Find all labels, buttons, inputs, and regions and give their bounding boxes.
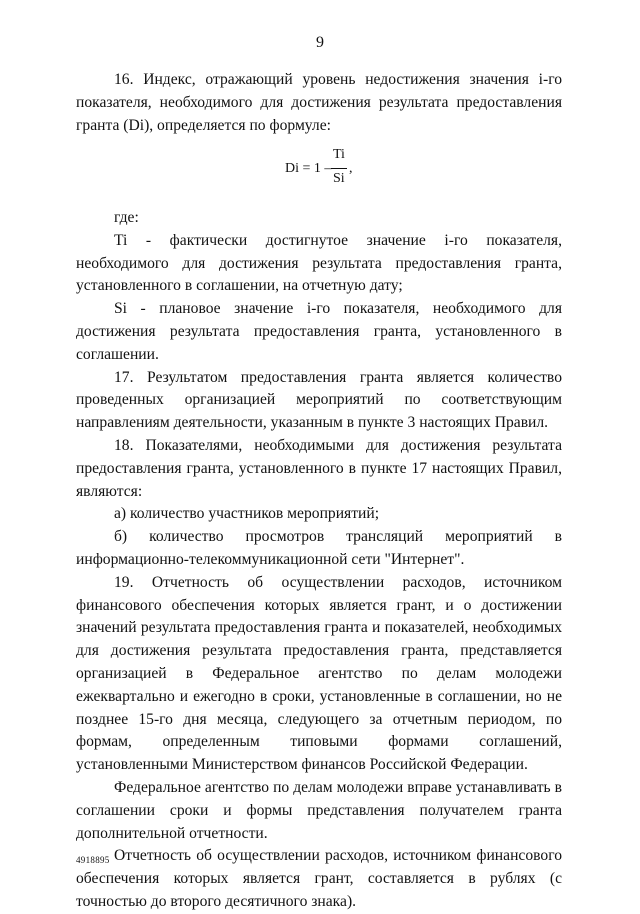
paragraph-19: 19. Отчетность об осуществлении расходов, источником финансового обеспечения которых является грант, и о достижении значений результата предоставления гранта и показателей, необходимых для достижения результата предоставления гранта, представляется организацией в Федеральное агентство по делам молодежи ежеквартально и ежегодно в сроки, установленные в соглашении, но не позднее 15-го дня месяца, следующего за отчетным периодом, по формам, определенным типовыми формами соглашений, установленными Министерством финансов Российской Федерации.	[76, 573, 562, 774]
section-16	[76, 69, 562, 137]
formula-numerator: Ti	[333, 147, 345, 162]
definitions	[76, 207, 562, 914]
formula-lhs: Di = 1 –	[285, 161, 332, 176]
paragraph-18a: а) количество участников мероприятий;	[114, 505, 380, 523]
definition-ti: Ti - фактически достигнутое значение i-го показателя, необходимого для достижения результата предоставления гранта, установленного в соглашении, на отчетную дату;	[76, 231, 562, 295]
paragraph-18: 18. Показателями, необходимыми для достижения результата предоставления гранта, установленного в пункте 17 настоящих Правил, являются:	[76, 436, 562, 500]
paragraph-17: 17. Результатом предоставления гранта является количество проведенных организацией мероприятий по соответствующим направлениям деятельности, указанным в пункте 3 настоящих Правил.	[76, 368, 562, 432]
formula-fraction-bar	[331, 168, 347, 169]
document-code: 4918895	[76, 855, 110, 865]
formula-denominator: Si	[333, 171, 345, 186]
paragraph-19-additional: Федеральное агентство по делам молодежи вправе устанавливать в соглашении сроки и формы представления получателем гранта дополнительной отчетности.	[76, 778, 562, 842]
formula-comma: ,	[349, 161, 353, 176]
page-number: 9	[316, 34, 324, 51]
definition-si: Si - плановое значение i-го показателя, необходимого для достижения результата предоставления гранта, установленного в соглашении.	[76, 300, 562, 363]
where-label: где:	[114, 209, 139, 226]
paragraph-18b: б) количество просмотров трансляций мероприятий в информационно-телекоммуникационной сети "Интернет".	[76, 528, 562, 568]
paragraph-19-currency: Отчетность об осуществлении расходов, источником финансового обеспечения которых является грант, составляется в рублях (с точностью до второго десятичного знака).	[76, 847, 562, 910]
paragraph-16: 16. Индекс, отражающий уровень недостижения значения i-го показателя, необходимого для достижения результата предоставления гранта (Di), определяется по формуле:	[76, 71, 562, 134]
